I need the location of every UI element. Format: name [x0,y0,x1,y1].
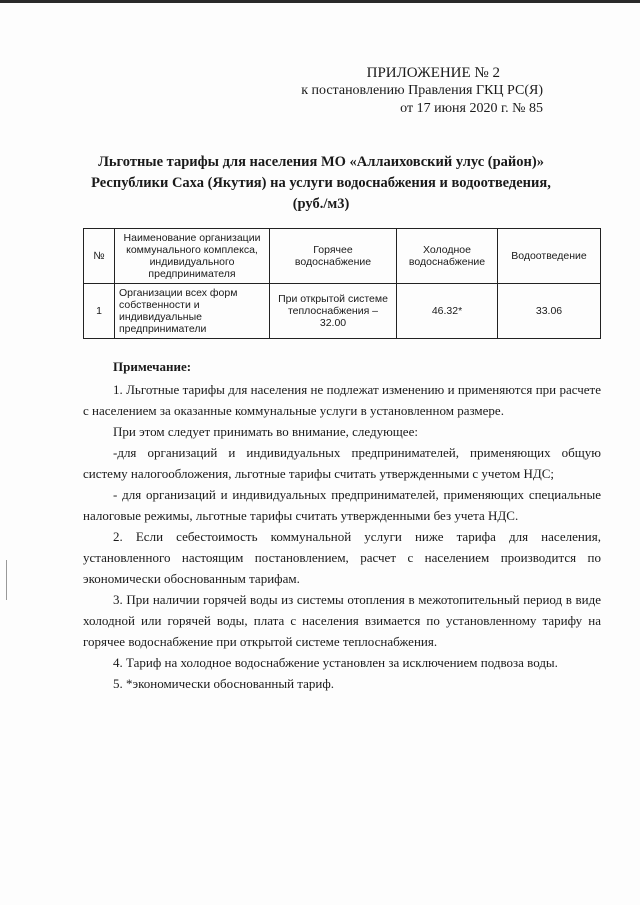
tariff-table [83,228,601,339]
scan-margin-mark [6,560,7,600]
appendix-date: от 17 июня 2020 г. № 85 [400,101,543,116]
title-line-2: Республики Саха (Якутия) на услуги водоснабжения и водоотведения, [91,175,551,191]
table-row [84,284,601,339]
cell-organization: Организации всех форм собственности и индивидуальные предприниматели [115,284,270,339]
title-line-3: (руб./м3) [292,196,350,212]
appendix-resolution: к постановлению Правления ГКЦ РС(Я) [301,83,543,98]
note-paragraph: 3. При наличии горячей воды из системы отопления в межотопительный период в виде холодной или горячей воды, плата с населения взимается по установленному тарифу на горячее водоснабжение при открытой системе теплоснабжения. [83,592,601,649]
header-cold-water: Холодное водоснабжение [397,229,498,284]
document-title [90,152,552,215]
note-paragraph: -для организаций и индивидуальных предпринимателей, применяющих общую систему налогообложения, льготные тарифы считать утвержденными с учетом НДС; [83,445,601,481]
note-paragraph: При этом следует принимать во внимание, следующее: [113,424,418,439]
table-header-row [84,229,601,284]
title-line-1: Льготные тарифы для населения МО «Аллаиховский улус (район)» [98,154,544,170]
header-organization: Наименование организации коммунального комплекса, индивидуального предпринимателя [115,229,270,284]
header-drainage: Водоотведение [498,229,601,284]
note-paragraph: 1. Льготные тарифы для населения не подлежат изменению и применяются при расчете с населением за оказанные коммунальные услуги в установленном размере. [83,382,601,418]
scan-top-border [0,0,640,3]
notes-heading: Примечание: [113,359,192,374]
appendix-block [301,64,543,118]
note-paragraph: 4. Тариф на холодное водоснабжение установлен за исключением подвоза воды. [113,655,558,670]
cell-number: 1 [84,284,115,339]
note-paragraph: 5. *экономически обоснованный тариф. [113,676,335,691]
note-paragraph: - для организаций и индивидуальных предпринимателей, применяющих специальные налоговые режимы, льготные тарифы считать утвержденными без учета НДС. [83,487,601,523]
notes-section [83,356,601,694]
note-paragraph: 2. Если себестоимость коммунальной услуги ниже тарифа для населения, установленного настоящим постановлением, расчет с населением производится по экономически обоснованным тарифам. [83,529,601,586]
cell-cold-water: 46.32* [397,284,498,339]
header-number: № [84,229,115,284]
header-hot-water: Горячее водоснабжение [270,229,397,284]
cell-hot-water: При открытой системе теплоснабжения – 32.00 [270,284,397,339]
cell-drainage: 33.06 [498,284,601,339]
appendix-title: ПРИЛОЖЕНИЕ № 2 [366,65,500,81]
